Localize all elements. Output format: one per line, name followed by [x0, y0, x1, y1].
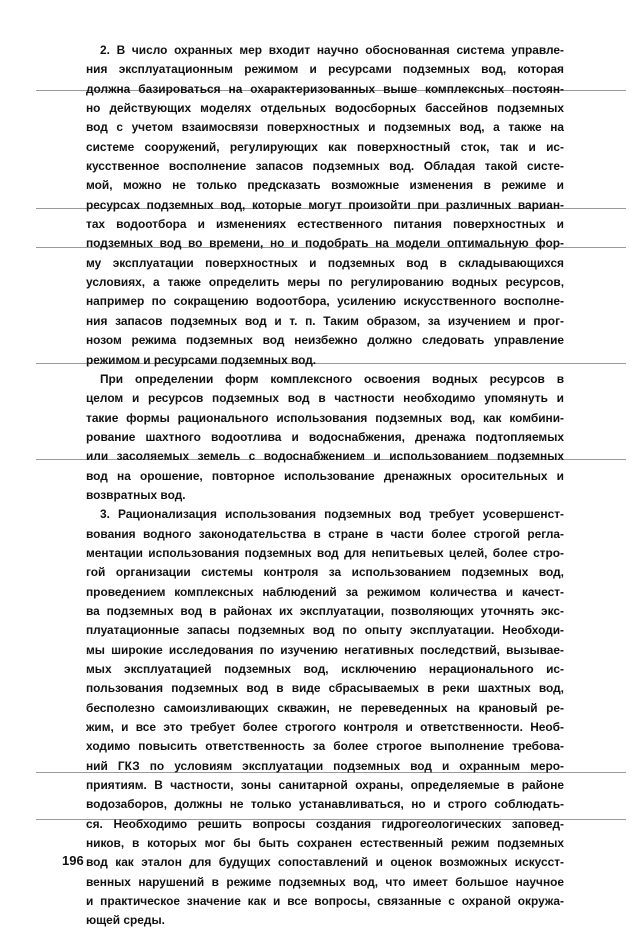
text-line: такие формы рационального использования подземных вод, как комбини-	[86, 410, 564, 425]
text-line: водозаборов, должны не только устанавливаться, но и строго соблюдать-	[86, 797, 564, 812]
text-line: целом и ресурсов подземных вод в частности необходимо упомянуть и	[86, 391, 564, 406]
text-line: проведением комплексных наблюдений за режимом количества и качест-	[86, 584, 564, 599]
text-line: 3. Рационализация использования подземных вод требует усовершенст-	[100, 507, 564, 522]
paragraph-3	[86, 505, 564, 931]
paragraph-2	[86, 370, 564, 505]
paragraph-1	[86, 41, 564, 370]
text-line: мой, можно не только предсказать возможные изменения в режиме и	[86, 178, 564, 193]
text-line: рование шахтного водоотлива и водоснабжения, дренажа подтопляемых	[86, 429, 564, 444]
text-line: вод как эталон для будущих сопоставлений и оценок возможных искусст-	[86, 855, 564, 870]
text-line: или засоляемых земель с водоснабжением и использованием подземных	[86, 449, 564, 464]
text-line: режимом и ресурсами подземных вод.	[86, 352, 317, 367]
text-line: ходимо повысить ответственность за более строгое выполнение требова-	[86, 739, 564, 754]
text-line: ва подземных вод в районах их эксплуатации, позволяющих уточнять экс-	[86, 603, 564, 618]
text-line: ний ГКЗ по условиям эксплуатации подземных вод и охранным меро-	[86, 758, 564, 773]
text-line: гой организации системы контроля за использованием подземных вод,	[86, 565, 564, 580]
text-line: возвратных вод.	[86, 487, 186, 502]
body-text	[86, 41, 564, 931]
text-line: 2. В число охранных мер входит научно обоснованная система управле-	[100, 43, 564, 57]
text-line: и практическое значение как и все вопросы, связанные с охраной окружа-	[86, 894, 564, 909]
text-line: ния запасов подземных вод и т. п. Таким образом, за изучением и прог-	[86, 313, 564, 328]
text-line: плуатационные запасы подземных вод по опыту эксплуатации. Необходи-	[86, 623, 564, 638]
text-line: например по сокращению водоотбора, усилению искусственного восполне-	[86, 294, 564, 309]
text-line: вования водного законодательства в стране в части более строгой регла-	[86, 526, 564, 541]
text-line: нозом режима подземных вод неизбежно должно следовать управление	[86, 333, 564, 348]
page-number: 196	[62, 853, 84, 868]
text-line: При определении форм комплексного освоения водных ресурсов в	[100, 371, 564, 386]
text-line: мы широкие исследования по изучению негативных последствий, вызывае-	[86, 642, 564, 657]
text-line: должна базироваться на охарактеризованных выше комплексных постоян-	[86, 81, 564, 96]
text-line: ющей среды.	[86, 913, 165, 928]
text-line: мых эксплуатацией подземных вод, исключению нерационального ис-	[86, 662, 564, 676]
text-line: приятиям. В частности, зоны санитарной охраны, определяемые в районе	[86, 778, 564, 793]
text-line: ресурсах подземных вод, которые могут произойти при различных вариан-	[86, 197, 564, 212]
text-line: ментации использования подземных вод для непитьевых целей, более стро-	[86, 545, 564, 560]
text-line: ников, в которых мог бы быть сохранен естественный режим подземных	[86, 836, 564, 851]
text-line: системе сооружений, регулирующих как поверхностный сток, так и ис-	[86, 139, 564, 154]
text-line: тах водоотбора и изменениях естественного питания поверхностных и	[86, 217, 564, 232]
text-line: ся. Необходимо решить вопросы создания гидрогеологических заповед-	[86, 816, 564, 831]
text-line: но действующих моделях отдельных водосборных бассейнов подземных	[86, 101, 564, 116]
text-line: бесполезно самоизливающих скважин, не переведенных на крановый ре-	[86, 700, 564, 715]
text-line: вод с учетом взаимосвязи поверхностных и подземных вод, а также на	[86, 120, 564, 135]
text-line: условиях, а также определить меры по регулированию водных ресурсов,	[86, 275, 564, 290]
text-line: жим, и все это требует более строгого контроля и ответственности. Необ-	[86, 720, 564, 735]
text-line: венных нарушений в режиме подземных вод, что имеет большое научное	[86, 874, 564, 889]
text-line: ния эксплуатационным режимом и ресурсами подземных вод, которая	[86, 62, 564, 77]
text-line: вод на орошение, повторное использование дренажных оросительных и	[86, 468, 564, 483]
text-line: подземных вод во времени, но и подобрать на модели оптимальную фор-	[86, 236, 564, 251]
text-line: му эксплуатации поверхностных и подземных вод в складывающихся	[86, 255, 564, 270]
text-line: пользования подземных вод в виде сбрасываемых в реки шахтных вод,	[86, 681, 564, 696]
text-line: кусственное восполнение запасов подземных вод. Обладая такой систе-	[86, 159, 564, 174]
